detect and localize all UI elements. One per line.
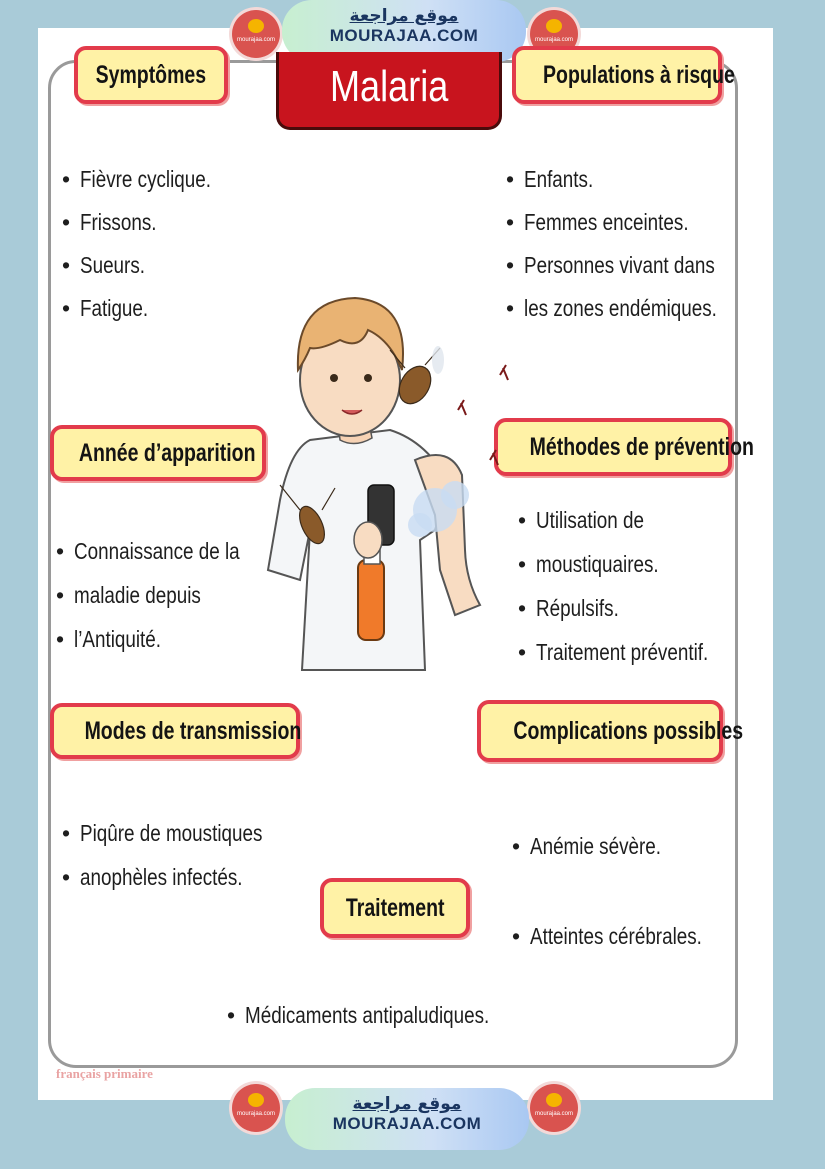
site-logo-left-bottom: mourajaa.com (232, 1084, 280, 1132)
heading-methodes: Méthodes de prévention (494, 418, 732, 476)
site-logo-left-top: mourajaa.com (232, 10, 280, 58)
banner-arabic-text: موقع مراجعة (352, 1094, 462, 1114)
list-item: • Médicaments antipaludiques. (227, 997, 543, 1033)
banner-arabic-text: موقع مراجعة (349, 6, 459, 26)
list-item: • Connaissance de la (56, 529, 276, 573)
site-logo-right-top: mourajaa.com (530, 10, 578, 58)
list-item: • les zones endémiques. (506, 287, 759, 330)
list-item: • Frissons. (62, 201, 240, 244)
list-item: • Sueurs. (62, 244, 240, 287)
heading-annee: Année d’apparition (50, 425, 266, 481)
list-item: • Fatigue. (62, 287, 240, 330)
list-item: • maladie depuis (56, 573, 276, 617)
list-item: • Atteintes cérébrales. (512, 891, 740, 981)
list-item: • Fièvre cyclique. (62, 158, 240, 201)
heading-modes: Modes de transmission (50, 703, 300, 759)
heading-symptomes: Symptômes (74, 46, 228, 104)
list-item: • moustiquaires. (518, 542, 746, 586)
list-item: • Répulsifs. (518, 586, 746, 630)
bottom-site-banner[interactable] (285, 1088, 529, 1150)
banner-site-name: MOURAJAA.COM (329, 26, 479, 45)
list-item: • Femmes enceintes. (506, 201, 759, 244)
list-item: • Piqûre de moustiques (62, 811, 302, 855)
list-item: • Anémie sévère. (512, 801, 740, 891)
list-item: • anophèles infectés. (62, 855, 302, 899)
list-populations (506, 158, 759, 330)
page-title: Malaria (276, 52, 502, 130)
list-item: • Enfants. (506, 158, 759, 201)
list-item: • l’Antiquité. (56, 617, 276, 661)
watermark-francais-primaire: français primaire (56, 1066, 153, 1081)
heading-populations: Populations à risque (512, 46, 722, 104)
list-modes (62, 811, 302, 899)
boy-spraying-repellent-illustration (250, 270, 510, 680)
list-annee (56, 529, 276, 661)
site-logo-right-bottom: mourajaa.com (530, 1084, 578, 1132)
list-symptomes (62, 158, 240, 330)
banner-site-name: MOURAJAA.COM (332, 1114, 482, 1133)
list-methodes (518, 498, 746, 674)
list-item: • Personnes vivant dans (506, 244, 759, 287)
list-item: • Utilisation de (518, 498, 746, 542)
heading-traitement: Traitement (320, 878, 470, 938)
list-traitement (227, 997, 543, 1033)
heading-complications: Complications possibles (477, 700, 723, 762)
list-item: • Traitement préventif. (518, 630, 746, 674)
list-complications (512, 801, 740, 981)
